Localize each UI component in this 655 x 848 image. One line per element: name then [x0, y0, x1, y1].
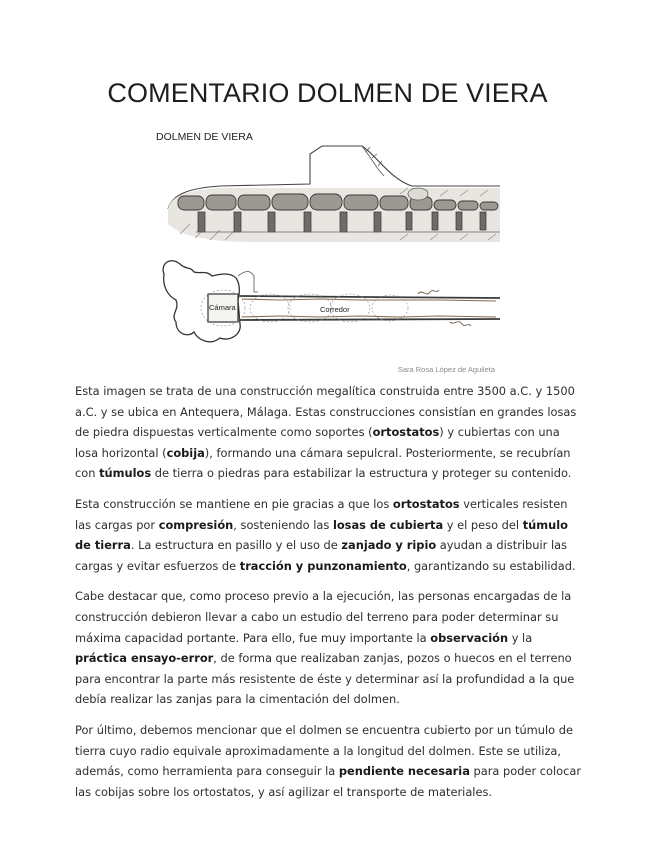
paragraph-text: Cabe destacar que, como proceso previo a la ejecución, las personas encargadas de la construcción debieron llevar a cabo un estudio del terreno para poder determinar su máxima capacidad portante. Para ello, fue muy importante la: [75, 589, 572, 645]
dolmen-drawing: [150, 124, 510, 376]
page-title: COMENTARIO DOLMEN DE VIERA: [107, 78, 548, 108]
paragraph: [75, 381, 585, 484]
chamber-label: Cámara: [209, 303, 236, 312]
emphasis-term: losas de cubierta: [332, 517, 444, 532]
paragraph-text: ), formando una cámara sepulcral. Posteriormente, se recubrían con: [75, 445, 571, 481]
emphasis-term: observación: [430, 630, 509, 645]
emphasis-term: compresión: [158, 517, 234, 532]
paragraph: [75, 586, 585, 710]
commentary-text: [75, 381, 585, 812]
emphasis-term: ortostatos: [392, 496, 460, 511]
paragraph-text: ayudan a distribuir las cargas y evitar esfuerzos de: [75, 538, 568, 573]
paragraph-text: verticales resisten las cargas por: [75, 496, 568, 532]
emphasis-term: pendiente necesaria: [338, 764, 470, 779]
emphasis-term: zanjado y ripio: [341, 538, 437, 553]
emphasis-term: práctica ensayo-error: [75, 651, 214, 666]
paragraph-text: Esta construcción se mantiene en pie gracias a que los: [75, 496, 393, 511]
plan-view: [163, 261, 500, 342]
section-view: [168, 146, 500, 242]
emphasis-term: cobija: [166, 445, 205, 460]
emphasis-term: ortostatos: [372, 425, 440, 440]
corridor-label: Corredor: [320, 305, 350, 314]
paragraph-text: , de forma que realizaban zanjas, pozos o huecos en el terreno para encontrar la parte más resistente de éste y determinar así la profundidad a la que debía realizar las zanjas para la cimentación del dolmen.: [75, 651, 575, 707]
emphasis-term: túmulo de tierra: [75, 517, 568, 553]
paragraph-text: Esta imagen se trata de una construcción megalítica construida entre 3500 a.C. y 1500 a.C. y se ubica en Antequera, Málaga. Estas construcciones consistían en grandes losas de piedra dispuestas verticalmente como soportes (: [75, 384, 577, 440]
paragraph-text: , sosteniendo las: [233, 517, 333, 532]
paragraph-text: y la: [508, 630, 533, 645]
paragraph-text: , garantizando su estabilidad.: [406, 558, 576, 573]
paragraph-text: . La estructura en pasillo y el uso de: [130, 538, 342, 553]
emphasis-term: túmulos: [99, 466, 152, 481]
paragraph: [75, 494, 585, 576]
paragraph-text: y el peso del: [443, 517, 523, 532]
figure-label: DOLMEN DE VIERA: [156, 131, 253, 143]
figure-credit: Sara Rosa López de Aguileta: [397, 365, 495, 374]
paragraph-text: de tierra o piedras para estabilizar la estructura y proteger su contenido.: [151, 466, 572, 481]
paragraph-text: Por último, debemos mencionar que el dolmen se encuentra cubierto por un túmulo de tierra cuyo radio equivale aproximadamente a la longitud del dolmen. Este se utiliza, además, como herramienta para conseguir la: [75, 722, 573, 779]
paragraph-text: para poder colocar las cobijas sobre los ortostatos, y así agilizar el transporte de materiales.: [75, 764, 582, 799]
emphasis-term: tracción y punzonamiento: [239, 558, 407, 573]
paragraph-text: ) y cubiertas con una losa horizontal (: [75, 425, 560, 460]
paragraph: [75, 720, 585, 802]
